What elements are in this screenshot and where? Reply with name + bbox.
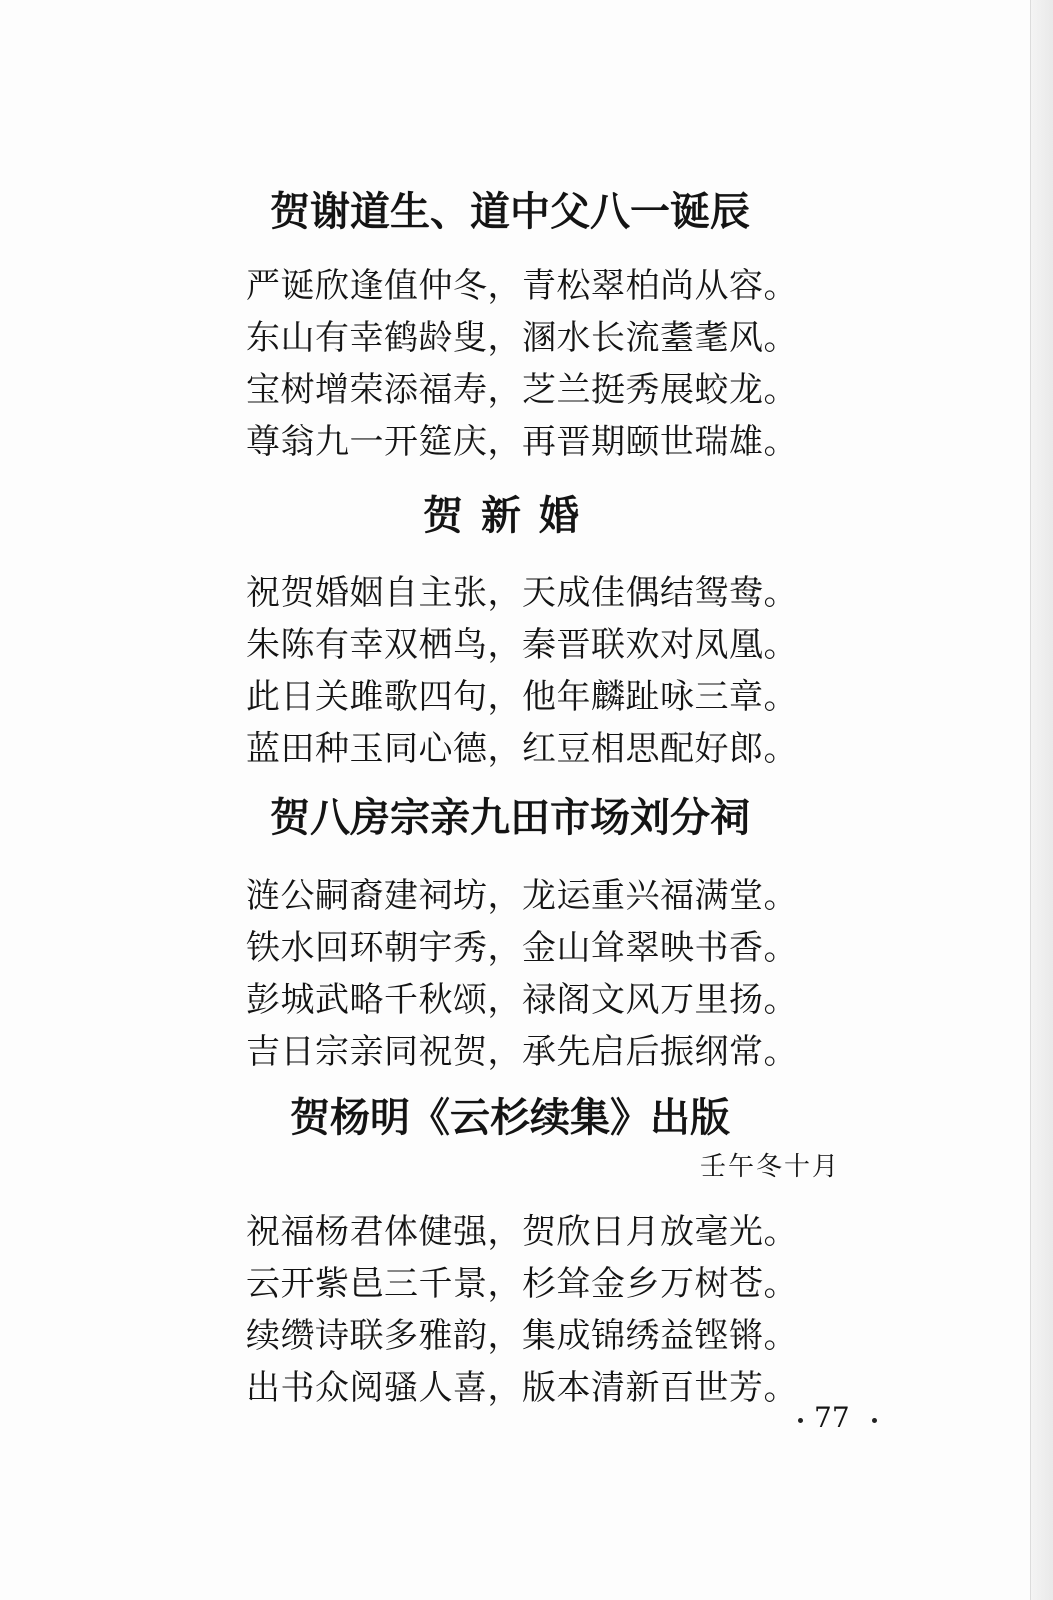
poem-4-line-4: 出书众阅骚人喜，版本清新百世芳。 (246, 1368, 798, 1408)
poem-3-line-2: 铁水回环朝宇秀，金山耸翠映书香。 (246, 928, 798, 968)
poem-1-line-2: 东山有幸鹤龄叟，溷水长流耋耄风。 (246, 318, 798, 358)
poem-2-line-3: 此日关雎歌四句，他年麟趾咏三章。 (246, 677, 798, 717)
poem-body-1 (246, 260, 806, 468)
poem-2-line-1: 祝贺婚姻自主张，天成佳偶结鸳鸯。 (246, 573, 798, 613)
page-number-dot-right (872, 1418, 877, 1423)
page-number-value: 77 (814, 1401, 850, 1434)
poem-4-line-3: 续缵诗联多雅韵，集成锦绣益铿锵。 (246, 1316, 798, 1356)
poem-3-line-1: 涟公嗣裔建祠坊，龙运重兴福满堂。 (246, 876, 798, 916)
poem-1-line-3: 宝树增荣添福寿，芝兰挺秀展蛟龙。 (246, 370, 798, 410)
poem-4-line-1: 祝福杨君体健强，贺欣日月放毫光。 (246, 1212, 798, 1252)
poem-title-3: 贺八房宗亲九田市场刘分祠 (270, 795, 750, 841)
poem-2-line-4: 蓝田种玉同心德，红豆相思配好郎。 (246, 729, 798, 769)
poem-1-line-4: 尊翁九一开筵庆，再晋期颐世瑞雄。 (246, 422, 798, 462)
page-number-dot-left (798, 1418, 803, 1423)
poem-2-line-2: 朱陈有幸双栖鸟，秦晋联欢对凤凰。 (246, 625, 798, 665)
poem-title-4: 贺杨明《云杉续集》出版 (290, 1095, 730, 1141)
poem-3-line-4: 吉日宗亲同祝贺，承先启后振纲常。 (246, 1032, 798, 1072)
poem-title-1: 贺谢道生、道中父八一诞辰 (270, 189, 750, 235)
poem-body-4 (246, 1206, 806, 1414)
page-edge-shadow (1030, 0, 1053, 1600)
poem-3-line-3: 彭城武略千秋颂，禄阁文风万里扬。 (246, 980, 798, 1020)
poem-body-2 (246, 567, 806, 775)
date-note: 壬午冬十月 (700, 1152, 841, 1182)
poem-body-3 (246, 870, 806, 1078)
poem-1-line-1: 严诞欣逢值仲冬，青松翠柏尚从容。 (246, 266, 798, 306)
poem-title-2: 贺新婚 (423, 493, 597, 539)
poem-4-line-2: 云开紫邑三千景，杉耸金乡万树苍。 (246, 1264, 798, 1304)
